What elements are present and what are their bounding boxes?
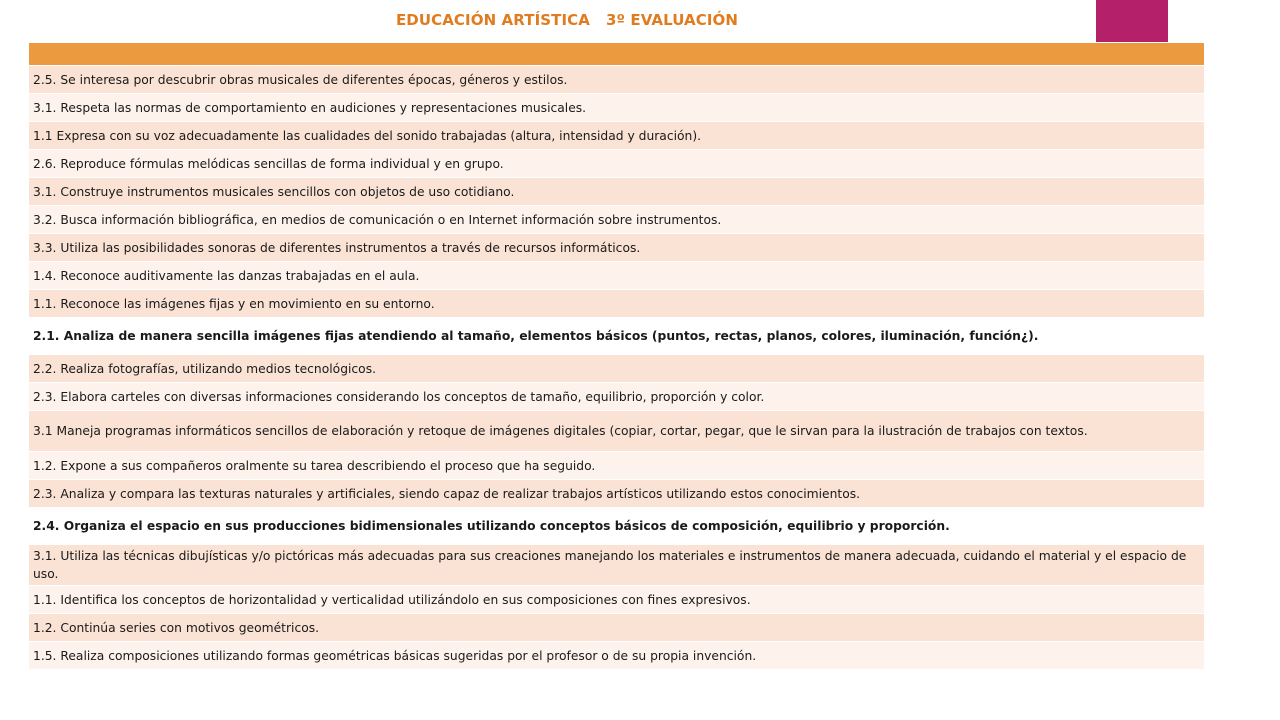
table-header-row	[29, 43, 1205, 66]
table-row	[29, 614, 1205, 642]
table-cell: 2.1. Analiza de manera sencilla imágenes fijas atendiendo al tamaño, elementos básicos (puntos, rectas, planos, colores, iluminación, función¿).	[29, 318, 1205, 355]
table-row	[29, 355, 1205, 383]
table-cell: 3.3. Utiliza las posibilidades sonoras de diferentes instrumentos a través de recursos informáticos.	[29, 234, 1205, 262]
table-row	[29, 94, 1205, 122]
accent-block	[1096, 0, 1168, 42]
table-cell: 3.1. Respeta las normas de comportamiento en audiciones y representaciones musicales.	[29, 94, 1205, 122]
table-cell: 2.4. Organiza el espacio en sus producciones bidimensionales utilizando conceptos básicos de composición, equilibrio y proporción.	[29, 508, 1205, 545]
table-cell: 1.1 Expresa con su voz adecuadamente las cualidades del sonido trabajadas (altura, intensidad y duración).	[29, 122, 1205, 150]
table-row	[29, 262, 1205, 290]
table-row	[29, 411, 1205, 452]
table-row	[29, 150, 1205, 178]
table-cell: 2.5. Se interesa por descubrir obras musicales de diferentes épocas, géneros y estilos.	[29, 66, 1205, 94]
table-row-highlight	[29, 318, 1205, 355]
table-cell: 2.3. Elabora carteles con diversas informaciones considerando los conceptos de tamaño, equilibrio, proporción y color.	[29, 383, 1205, 411]
table-row	[29, 452, 1205, 480]
table-row	[29, 234, 1205, 262]
table-row	[29, 383, 1205, 411]
table-row	[29, 66, 1205, 94]
table-cell: 1.1. Identifica los conceptos de horizontalidad y verticalidad utilizándolo en sus composiciones con fines expresivos.	[29, 586, 1205, 614]
table-cell: 2.3. Analiza y compara las texturas naturales y artificiales, siendo capaz de realizar trabajos artísticos utilizando estos conocimientos.	[29, 480, 1205, 508]
table-row	[29, 290, 1205, 318]
table-cell: 3.1. Utiliza las técnicas dibujísticas y/o pictóricas más adecuadas para sus creaciones manejando los materiales e instrumentos de manera adecuada, cuidando el material y el espacio de uso.	[29, 545, 1205, 586]
table-row-highlight	[29, 508, 1205, 545]
table-cell: 1.2. Continúa series con motivos geométricos.	[29, 614, 1205, 642]
table-cell: 3.1. Construye instrumentos musicales sencillos con objetos de uso cotidiano.	[29, 178, 1205, 206]
criteria-table	[28, 42, 1205, 670]
table-row	[29, 178, 1205, 206]
table-cell: 1.2. Expone a sus compañeros oralmente su tarea describiendo el proceso que ha seguido.	[29, 452, 1205, 480]
table-row	[29, 642, 1205, 670]
table-header-cell	[29, 43, 1205, 66]
table-cell: 1.4. Reconoce auditivamente las danzas trabajadas en el aula.	[29, 262, 1205, 290]
table-cell: 2.6. Reproduce fórmulas melódicas sencillas de forma individual y en grupo.	[29, 150, 1205, 178]
table-row	[29, 586, 1205, 614]
table-cell: 3.2. Busca información bibliográfica, en medios de comunicación o en Internet información sobre instrumentos.	[29, 206, 1205, 234]
table-row	[29, 545, 1205, 586]
table-cell: 2.2. Realiza fotografías, utilizando medios tecnológicos.	[29, 355, 1205, 383]
page-title: EDUCACIÓN ARTÍSTICA 3º EVALUACIÓN	[395, 11, 739, 29]
table-cell: 1.5. Realiza composiciones utilizando formas geométricas básicas sugeridas por el profesor o de su propia invención.	[29, 642, 1205, 670]
table-row	[29, 480, 1205, 508]
table-row	[29, 122, 1205, 150]
table-row	[29, 206, 1205, 234]
table-cell: 3.1 Maneja programas informáticos sencillos de elaboración y retoque de imágenes digitales (copiar, cortar, pegar, que le sirvan para la ilustración de trabajos con textos.	[29, 411, 1205, 452]
table-cell: 1.1. Reconoce las imágenes fijas y en movimiento en su entorno.	[29, 290, 1205, 318]
